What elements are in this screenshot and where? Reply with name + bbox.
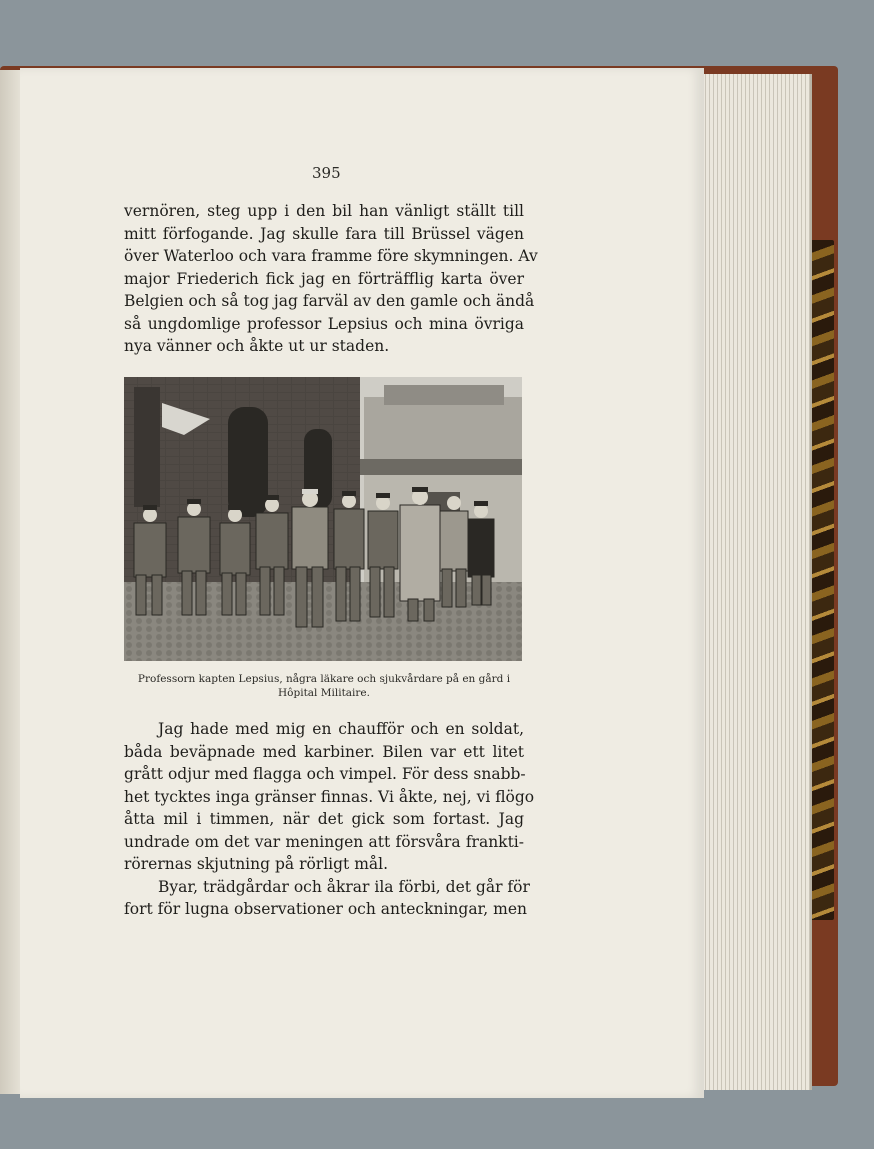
photograph	[124, 377, 522, 661]
text-line: undrade om det var meningen att försvåra frankti-	[124, 832, 524, 851]
page-edges	[698, 74, 812, 1090]
text-line: Jag hade med mig en chaufför och en soldat,	[158, 720, 524, 738]
text-line: båda beväpnade med karbiner. Bilen var ett litet	[124, 742, 524, 761]
text-line: åtta mil i timmen, när det gick som fortast. Jag	[124, 810, 524, 828]
text-line: grått odjur med flagga och vimpel. För dess snabb-	[124, 765, 526, 783]
caption-line: Hôpital Militaire.	[278, 687, 370, 699]
text-line: fort för lugna observationer och anteckningar, men	[124, 900, 527, 918]
photo-caption	[124, 672, 524, 700]
text-line: över Waterloo och vara framme före skymningen. Av	[124, 247, 538, 265]
text-line: het tycktes inga gränser finnas. Vi åkte, nej, vi flögo	[124, 787, 535, 806]
text-line: så ungdomlige professor Lepsius och mina övriga	[124, 314, 524, 333]
paragraph-2	[124, 718, 535, 921]
text-line: Belgien och så tog jag farväl av den gamle och ändå	[124, 292, 535, 310]
photograph-illustration	[124, 377, 522, 661]
page-number: 395	[312, 164, 341, 182]
text-line: nya vänner och åkte ut ur staden.	[124, 337, 390, 355]
paragraph-1	[124, 200, 538, 358]
text-line: mitt förfogande. Jag skulle fara till Brüssel vägen	[124, 224, 524, 243]
text-line: vernören, steg upp i den bil han vänligt ställt till	[124, 202, 524, 220]
caption-line: Professorn kapten Lepsius, några läkare och sjukvårdare på en gård i	[137, 673, 511, 685]
text-line: Byar, trädgårdar och åkrar ila förbi, det går för	[158, 877, 530, 896]
left-page-edge	[0, 70, 22, 1094]
text-line: rörernas skjutning på rörligt mål.	[124, 855, 389, 873]
text-line: major Friederich fick jag en förträfflig karta över	[124, 269, 524, 288]
